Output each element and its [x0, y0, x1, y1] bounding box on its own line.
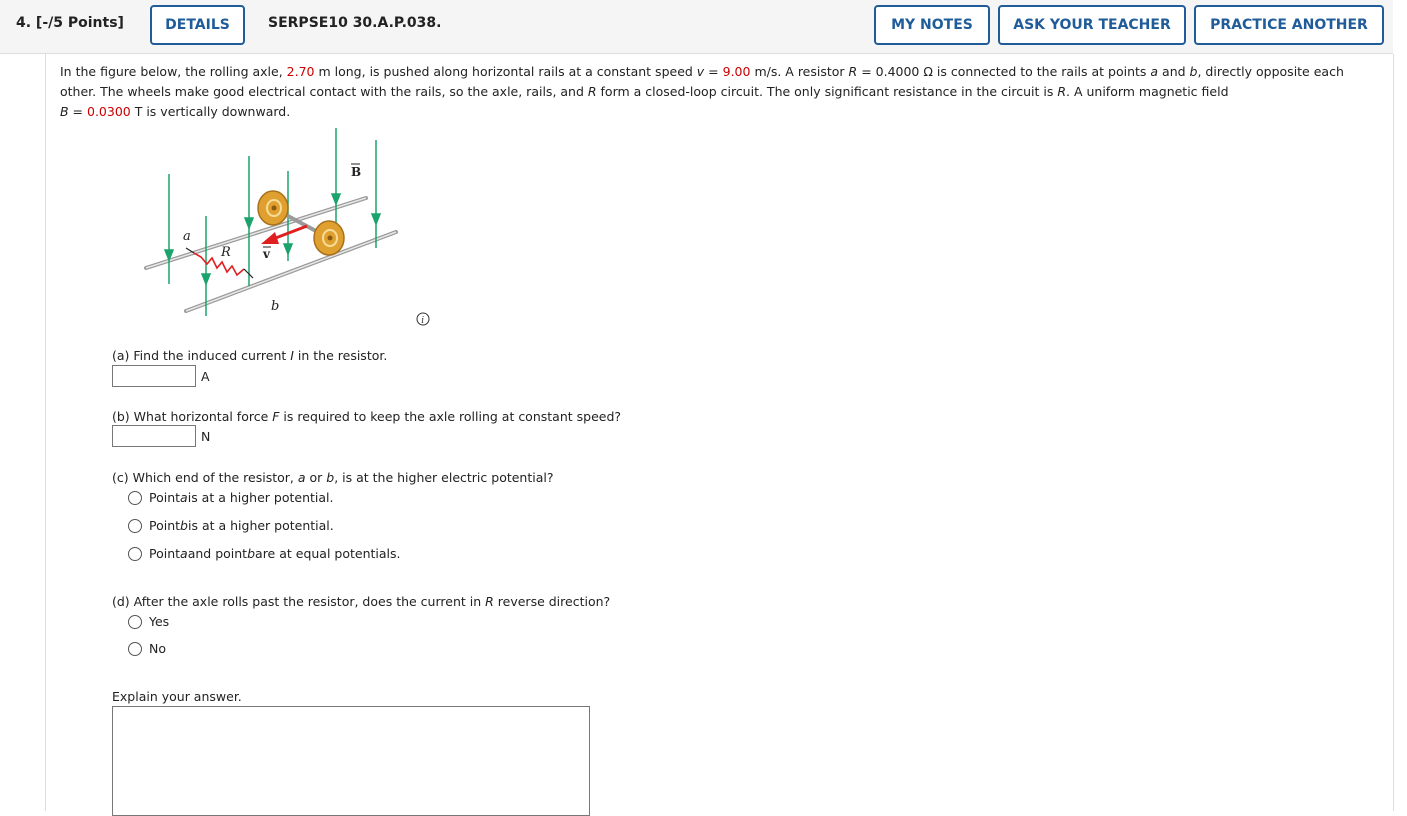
option-no[interactable] [128, 641, 166, 656]
point-b-symbol: b [180, 518, 188, 533]
ask-teacher-button[interactable]: ASK YOUR TEACHER [998, 5, 1186, 45]
wheel-front [314, 221, 344, 255]
speed-value: 9.00 [722, 64, 751, 79]
resistor-zigzag [194, 253, 244, 275]
option-text: and point [187, 546, 248, 561]
question-text: (b) What horizontal force [112, 409, 273, 424]
force-answer-input[interactable] [112, 425, 196, 447]
explain-label: Explain your answer. [112, 689, 242, 704]
wheel-back [258, 191, 288, 225]
question-content [45, 54, 1394, 811]
point-a-symbol: a [180, 490, 188, 505]
question-number: 4. [-/5 Points] [16, 15, 124, 31]
force-symbol: F [272, 409, 280, 424]
problem-text: In the figure below, the rolling axle, [60, 64, 287, 79]
radio-button[interactable] [128, 615, 142, 629]
label-b: b [271, 299, 280, 314]
radio-button[interactable] [128, 491, 142, 505]
explain-answer-textarea[interactable] [112, 706, 590, 816]
resistor-symbol: R [848, 64, 858, 79]
question-header [0, 0, 1393, 54]
option-equal-potentials[interactable] [128, 546, 401, 561]
part-a-question [112, 348, 387, 363]
question-text: (a) Find the induced current [112, 348, 291, 363]
problem-text: T is vertically downward. [130, 104, 291, 119]
resistor-symbol: R [485, 594, 494, 609]
question-text: (d) After the axle rolls past the resistor, does the current in [112, 594, 486, 609]
option-text: is at a higher potential. [187, 490, 334, 505]
resistor-symbol: R [1057, 84, 1067, 99]
option-text: No [149, 641, 166, 656]
question-text: is required to keep the axle rolling at constant speed? [279, 409, 622, 424]
point-a-symbol: a [297, 470, 306, 485]
my-notes-button[interactable]: MY NOTES [874, 5, 990, 45]
option-text: Point [149, 518, 181, 533]
force-unit: N [201, 429, 211, 444]
option-text: is at a higher potential. [187, 518, 334, 533]
problem-text: = [68, 104, 87, 119]
rolling-axle-figure [141, 126, 441, 326]
question-id: SERPSE10 30.A.P.038. [268, 15, 442, 31]
point-b-symbol: b [1189, 64, 1198, 79]
part-d-question [112, 594, 610, 609]
radio-button[interactable] [128, 642, 142, 656]
label-v: v [263, 247, 270, 261]
question-text: (c) Which end of the resistor, [112, 470, 298, 485]
option-point-a-higher[interactable] [128, 490, 333, 505]
problem-text: = 0.4000 Ω is connected to the rails at points [857, 64, 1151, 79]
problem-text: . A uniform magnetic field [1066, 84, 1229, 99]
field-value: 0.0300 [87, 104, 131, 119]
option-yes[interactable] [128, 614, 169, 629]
problem-text: m long, is pushed along horizontal rails at a constant speed [314, 64, 697, 79]
question-text: or [305, 470, 327, 485]
details-button[interactable]: DETAILS [150, 5, 245, 45]
current-answer-input[interactable] [112, 365, 196, 387]
svg-text:i: i [421, 315, 425, 326]
radio-button[interactable] [128, 547, 142, 561]
part-c-question [112, 470, 554, 485]
problem-text: = [704, 64, 723, 79]
length-value: 2.70 [286, 64, 315, 79]
speed-symbol: v [696, 64, 705, 79]
label-B: B [351, 165, 362, 179]
option-text: Point [149, 490, 181, 505]
question-text: reverse direction? [493, 594, 611, 609]
problem-text: and [1158, 64, 1190, 79]
problem-text: form a closed-loop circuit. The only significant resistance in the circuit is [596, 84, 1058, 99]
option-text: are at equal potentials. [255, 546, 401, 561]
option-point-b-higher[interactable] [128, 518, 334, 533]
current-unit: A [201, 369, 210, 384]
point-a-symbol: a [180, 546, 188, 561]
point-b-symbol: b [326, 470, 335, 485]
part-b-question [112, 409, 621, 424]
question-text: in the resistor. [293, 348, 388, 363]
point-a-symbol: a [1150, 64, 1159, 79]
problem-text: , directly opposite each other. The wheels make good electrical contact with the rails, so the axle, rails, and [60, 64, 1344, 99]
point-b-symbol: b [247, 546, 256, 561]
current-symbol: I [290, 348, 294, 363]
radio-button[interactable] [128, 519, 142, 533]
label-a: a [183, 229, 191, 244]
option-text: Point [149, 546, 181, 561]
option-text: Yes [149, 614, 170, 629]
practice-another-button[interactable]: PRACTICE ANOTHER [1194, 5, 1384, 45]
problem-statement [60, 62, 1382, 122]
info-icon[interactable] [416, 312, 430, 326]
problem-text: m/s. A resistor [750, 64, 849, 79]
resistor-symbol: R [587, 84, 597, 99]
field-symbol: B [60, 104, 69, 119]
label-R: R [221, 245, 231, 260]
question-text: , is at the higher electric potential? [334, 470, 554, 485]
